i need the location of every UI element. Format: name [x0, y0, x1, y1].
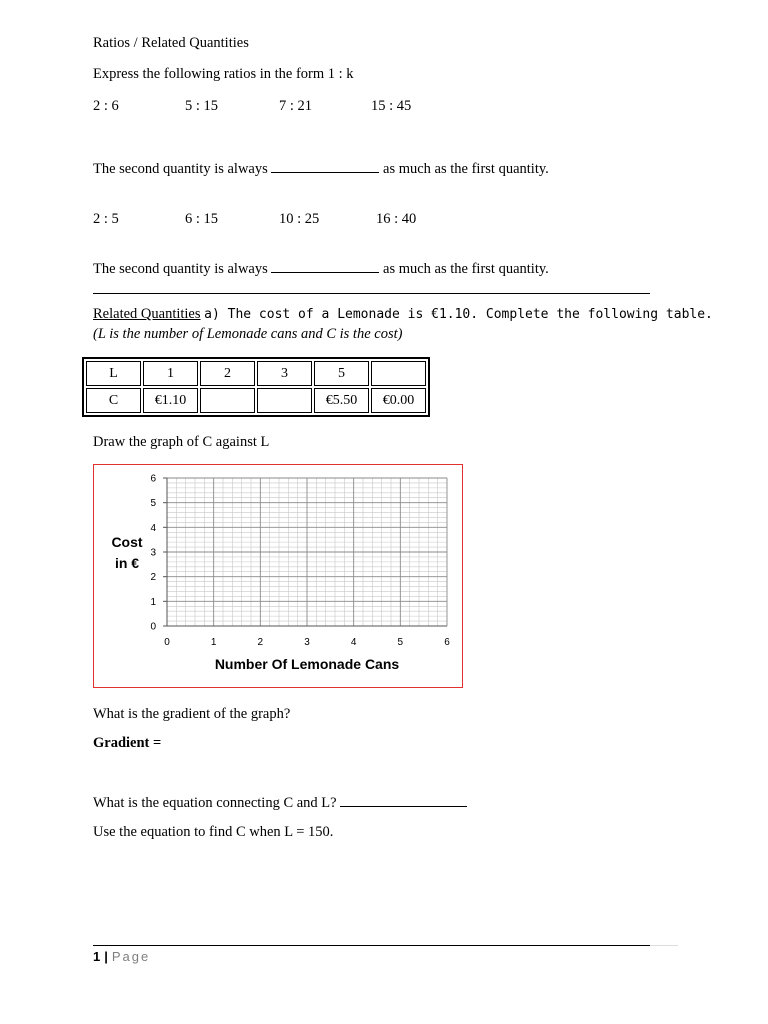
table-cell-blank[interactable]: [257, 388, 312, 413]
sentence-1-start: The second quantity is always: [93, 161, 268, 177]
ratio-2-2: 6 : 15: [185, 211, 219, 227]
sentence-1-blank[interactable]: [271, 172, 379, 173]
ratio-1-2: 5 : 15: [185, 98, 219, 114]
equation-blank[interactable]: [340, 806, 467, 807]
footer-rule-tail: [650, 945, 678, 946]
table-cell-blank[interactable]: [371, 361, 426, 386]
table-cell: C: [86, 388, 141, 413]
lemonade-table: [82, 357, 430, 417]
ratio-2-3: 10 : 25: [279, 211, 320, 227]
equation-question: What is the equation connecting C and L?: [93, 795, 337, 811]
table-cell-blank[interactable]: [200, 388, 255, 413]
y-tick-label: 0: [150, 621, 156, 633]
ratio-1-1: 2 : 6: [93, 98, 119, 114]
footer-separator: |: [104, 949, 108, 964]
related-quantities-line: [93, 306, 713, 323]
cost-graph[interactable]: [93, 464, 463, 688]
ratio-1-4: 15 : 45: [371, 98, 412, 114]
page-word: Page: [111, 949, 151, 964]
x-tick-label: 3: [304, 637, 310, 648]
sentence-1: [93, 161, 549, 178]
table-cell: L: [86, 361, 141, 386]
draw-instruction: Draw the graph of C against L: [93, 434, 270, 450]
related-quantities-note: (L is the number of Lemonade cans and C is the cost): [93, 326, 403, 342]
ratio-instruction: Express the following ratios in the form 1 : k: [93, 66, 354, 82]
table-cell: 2: [200, 361, 255, 386]
y-tick-label: 3: [150, 547, 156, 559]
x-tick-label: 5: [397, 637, 404, 648]
ratio-2-4: 16 : 40: [376, 211, 417, 227]
sentence-2: [93, 261, 549, 278]
x-axis-label: Number Of Lemonade Cans: [214, 656, 400, 672]
y-tick-label: 1: [150, 596, 156, 608]
section-divider: [93, 293, 650, 294]
find-question: Use the equation to find C when L = 150.: [93, 824, 334, 840]
x-tick-label: 1: [210, 637, 217, 648]
table-row-c: [86, 388, 426, 413]
ratio-1-3: 7 : 21: [279, 98, 313, 114]
table-cell: 1: [143, 361, 198, 386]
y-tick-label: 4: [150, 522, 156, 534]
gradient-question: What is the gradient of the graph?: [93, 706, 291, 722]
x-tick-label: 4: [350, 637, 357, 648]
sentence-2-blank[interactable]: [271, 272, 379, 273]
table-cell: €5.50: [314, 388, 369, 413]
table-cell: €1.10: [143, 388, 198, 413]
y-tick-label: 2: [150, 572, 156, 584]
related-quantities-part-a: a) The cost of a Lemonade is €1.10. Complete the following table.: [204, 307, 713, 322]
table-cell: 3: [257, 361, 312, 386]
related-quantities-heading: Related Quantities: [93, 306, 201, 322]
equation-question-line: [93, 795, 467, 812]
table-cell: 5: [314, 361, 369, 386]
table-cell: €0.00: [371, 388, 426, 413]
gradient-label: Gradient =: [93, 735, 162, 751]
footer-rule: [93, 945, 650, 946]
table-row-l: [86, 361, 426, 386]
footer: [93, 948, 150, 966]
sentence-2-start: The second quantity is always: [93, 261, 268, 277]
x-tick-label: 2: [257, 637, 264, 648]
y-tick-label: 5: [150, 498, 156, 510]
y-axis-label: in €: [114, 555, 140, 571]
sentence-2-end: as much as the first quantity.: [383, 261, 549, 277]
page-number: 1: [93, 949, 101, 964]
sentence-1-end: as much as the first quantity.: [383, 161, 549, 177]
y-tick-label: 6: [150, 473, 156, 485]
x-tick-label: 0: [164, 637, 170, 648]
page-title: Ratios / Related Quantities: [93, 35, 249, 51]
x-tick-label: 6: [444, 637, 450, 648]
ratio-2-1: 2 : 5: [93, 211, 119, 227]
y-axis-label: Cost: [111, 534, 143, 550]
